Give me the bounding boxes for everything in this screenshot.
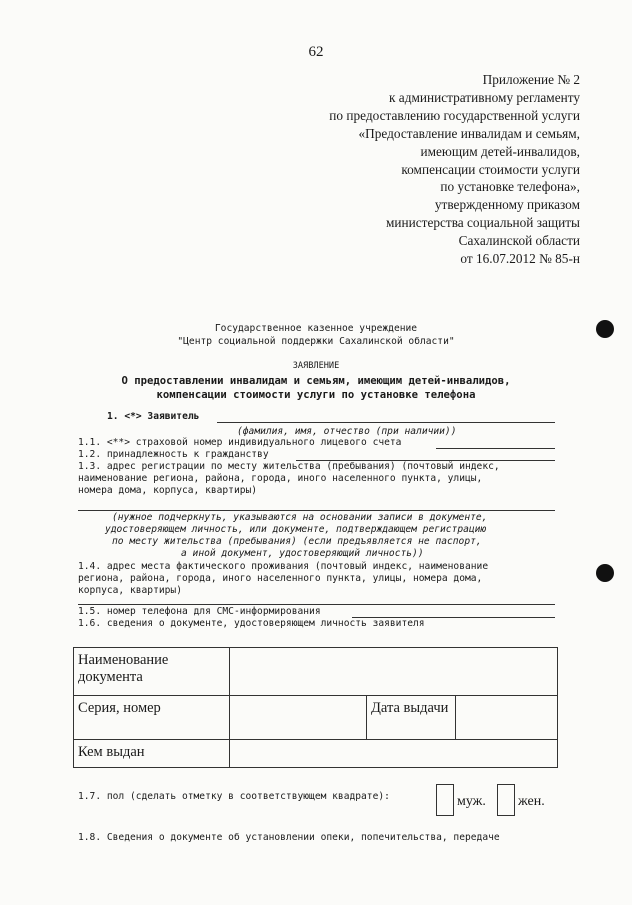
appendix-line: министерства социальной защиты — [385, 215, 580, 231]
doc-issued-cell[interactable] — [230, 740, 558, 768]
field-1-3-line3: номера дома, корпуса, квартиры) — [78, 485, 258, 496]
doc-date-label: Дата выдачи — [367, 696, 456, 740]
male-checkbox[interactable] — [436, 784, 454, 816]
appendix-line: от 16.07.2012 № 85-н — [460, 251, 580, 267]
field-1-8-label: 1.8. Сведения о документе об установлении опеки, попечительства, передаче — [78, 832, 500, 843]
appendix-line: имеющим детей-инвалидов, — [420, 143, 580, 159]
doc-name-label: Наименование документа — [74, 648, 230, 696]
page-number: 62 — [308, 44, 324, 60]
female-label: жен. — [518, 794, 545, 809]
appendix-header — [260, 71, 580, 268]
appendix-line: к административному регламенту — [389, 89, 580, 105]
field-1-1-label: 1.1. <**> страховой номер индивидуального лицевого счета — [78, 437, 402, 448]
field-1-3-input-line[interactable] — [78, 510, 555, 511]
doc-series-cell[interactable] — [230, 696, 367, 740]
appendix-line: Приложение № 2 — [482, 72, 580, 87]
binder-hole-top — [596, 320, 614, 338]
note-line-2: удостоверяющем личность, или документе, подтверждающем регистрацию — [105, 524, 487, 535]
note-line-3: по месту жительства (пребывания) (если предъявляется не паспорт, — [112, 536, 482, 547]
female-checkbox[interactable] — [497, 784, 515, 816]
doc-date-cell[interactable] — [456, 696, 558, 740]
id-document-table — [73, 647, 558, 768]
field-1-4-line2: региона, района, города, иного населенного пункта, улицы, номера дома, — [78, 573, 483, 584]
appendix-line: компенсации стоимости услуги — [401, 161, 580, 177]
appendix-line: по установке телефона», — [440, 179, 580, 195]
appendix-line: по предоставлению государственной услуги — [329, 107, 580, 123]
field-1-5-label: 1.5. номер телефона для СМС-информирования — [78, 606, 321, 617]
form-subtitle-1: О предоставлении инвалидам и семьям, имеющим детей-инвалидов, — [121, 375, 511, 387]
form-subtitle-2: компенсации стоимости услуги по установке телефона — [156, 389, 476, 401]
field-1-3-line2: наименование региона, района, города, иного населенного пункта, улицы, — [78, 473, 483, 484]
appendix-line: «Предоставление инвалидам и семьям, — [358, 125, 580, 141]
doc-issued-label: Кем выдан — [74, 740, 230, 768]
field-1-6-label: 1.6. сведения о документе, удостоверяющем личность заявителя — [78, 618, 425, 629]
doc-series-label: Серия, номер — [74, 696, 230, 740]
field-1-4-line3: корпуса, квартиры) — [78, 585, 182, 596]
field-1-2-label: 1.2. принадлежность к гражданству — [78, 449, 269, 460]
applicant-label: 1. <*> Заявитель — [107, 411, 200, 422]
institution-line1: Государственное казенное учреждение — [214, 323, 418, 334]
appendix-line: Сахалинской области — [458, 233, 580, 249]
note-line-1: (нужное подчеркнуть, указываются на основании записи в документе, — [112, 512, 488, 523]
male-label: муж. — [457, 794, 486, 809]
binder-hole-bottom — [596, 564, 614, 582]
applicant-input-line[interactable] — [217, 422, 555, 423]
form-title: ЗАЯВЛЕНИЕ — [292, 361, 340, 371]
field-1-4-input-line[interactable] — [78, 604, 555, 605]
field-1-1-line[interactable] — [436, 448, 555, 449]
note-line-4: а иной документ, удостоверяющий личность)) — [181, 548, 424, 559]
institution-line2: "Центр социальной поддержки Сахалинской области" — [177, 336, 455, 347]
applicant-hint: (фамилия, имя, отчество (при наличии)) — [237, 426, 457, 437]
appendix-line: утвержденному приказом — [434, 197, 580, 213]
field-1-7-label: 1.7. пол (сделать отметку в соответствующем квадрате): — [78, 791, 390, 802]
field-1-4-label: 1.4. адрес места фактического проживания (почтовый индекс, наименование — [78, 561, 489, 572]
doc-name-cell[interactable] — [230, 648, 558, 696]
field-1-3-label: 1.3. адрес регистрации по месту жительства (пребывания) (почтовый индекс, — [78, 461, 500, 472]
